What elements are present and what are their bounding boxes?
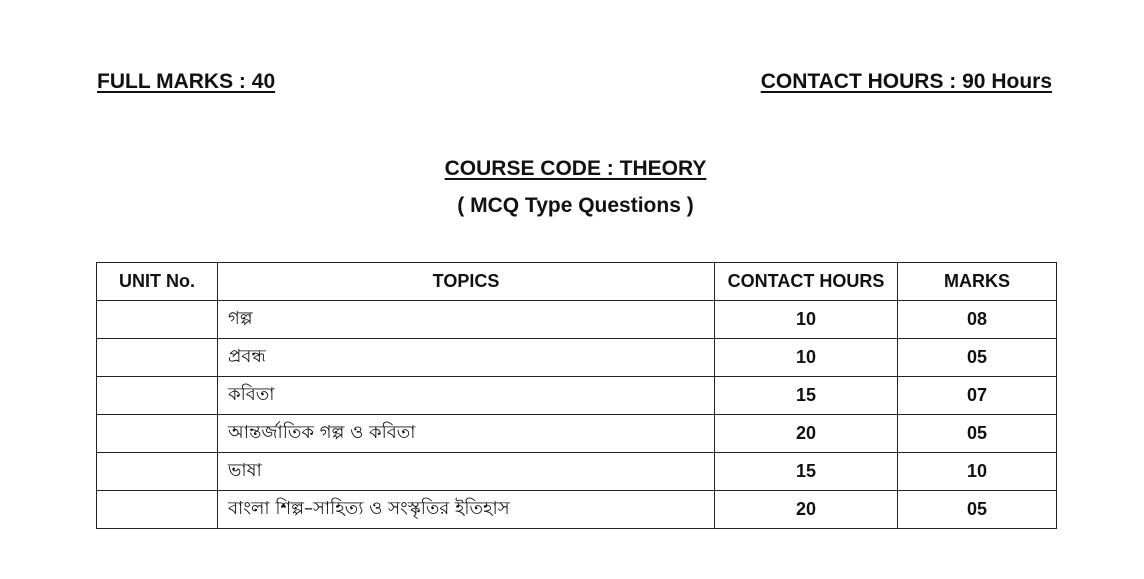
unit-cell [97, 377, 218, 415]
unit-cell [97, 415, 218, 453]
table-row [97, 339, 1057, 377]
marks-cell: 05 [898, 491, 1057, 529]
topic-cell: গল্প [218, 301, 715, 339]
contact-hours-cell: 15 [715, 453, 898, 491]
column-header-unit: UNIT No. [97, 263, 218, 301]
column-header-marks: MARKS [898, 263, 1057, 301]
marks-cell: 10 [898, 453, 1057, 491]
marks-cell: 05 [898, 415, 1057, 453]
topic-cell: বাংলা শিল্প–সাহিত্য ও সংস্কৃতির ইতিহাস [218, 491, 715, 529]
course-code-title: COURSE CODE : THEORY [444, 157, 707, 180]
topic-cell: প্রবন্ধ [218, 339, 715, 377]
table-row [97, 491, 1057, 529]
unit-cell [97, 301, 218, 339]
table-header-row [97, 263, 1057, 301]
column-header-contact-hours: CONTACT HOURS [715, 263, 898, 301]
full-marks-heading: FULL MARKS : 40 [97, 70, 276, 93]
table-row [97, 301, 1057, 339]
column-header-topics: TOPICS [218, 263, 715, 301]
contact-hours-heading: CONTACT HOURS : 90 Hours [760, 70, 1052, 93]
course-type-subtitle: ( MCQ Type Questions ) [457, 194, 694, 217]
topic-cell: আন্তর্জাতিক গল্প ও কবিতা [218, 415, 715, 453]
contact-hours-cell: 20 [715, 491, 898, 529]
contact-hours-cell: 10 [715, 301, 898, 339]
unit-cell [97, 453, 218, 491]
contact-hours-cell: 20 [715, 415, 898, 453]
table-row [97, 377, 1057, 415]
topic-cell: কবিতা [218, 377, 715, 415]
table-row [97, 415, 1057, 453]
syllabus-table [96, 262, 1057, 529]
marks-cell: 07 [898, 377, 1057, 415]
contact-hours-cell: 10 [715, 339, 898, 377]
unit-cell [97, 491, 218, 529]
contact-hours-cell: 15 [715, 377, 898, 415]
unit-cell [97, 339, 218, 377]
marks-cell: 08 [898, 301, 1057, 339]
marks-cell: 05 [898, 339, 1057, 377]
topic-cell: ভাষা [218, 453, 715, 491]
table-row [97, 453, 1057, 491]
